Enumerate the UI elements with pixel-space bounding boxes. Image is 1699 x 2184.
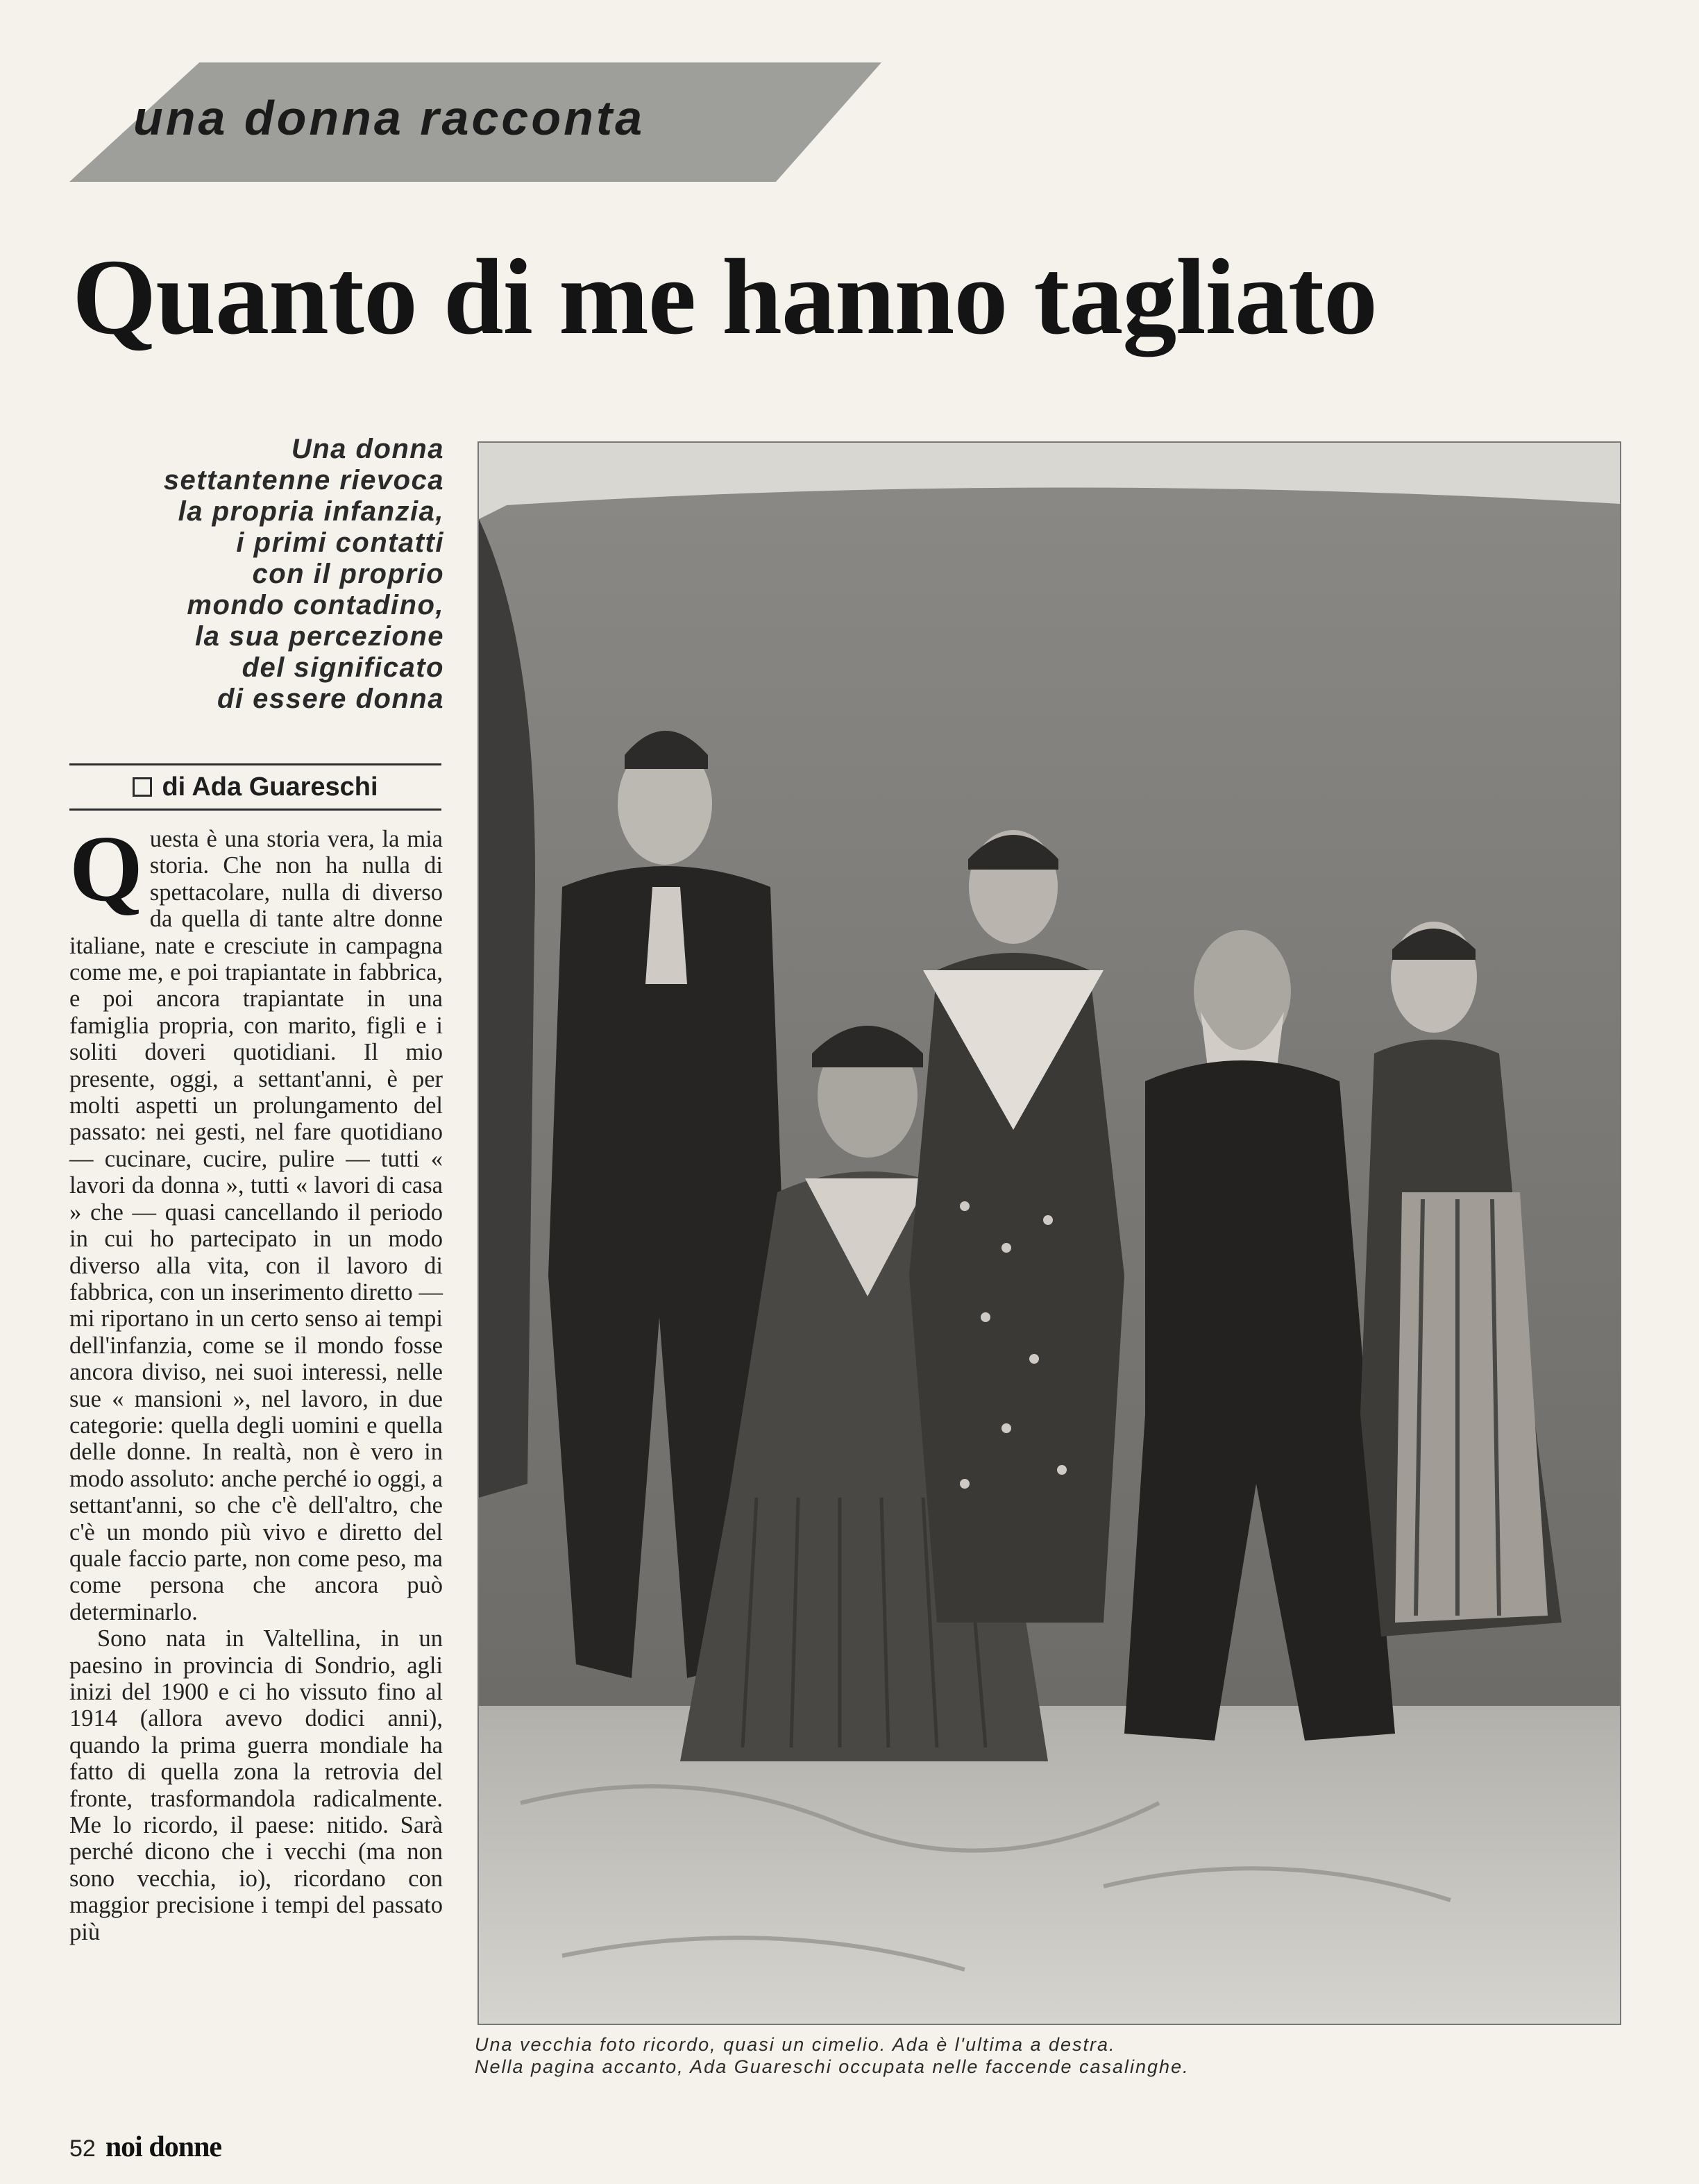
caption-line: Nella pagina accanto, Ada Guareschi occupata nelle faccende casalinghe.: [475, 2056, 1190, 2077]
page-number: 52: [69, 2135, 96, 2162]
deck-line: di essere donna: [217, 684, 444, 714]
drop-cap: Q: [69, 817, 143, 921]
deck-line: la sua percezione: [195, 621, 444, 652]
deck-line: i primi contatti: [236, 527, 444, 558]
deck-line: del significato: [242, 652, 444, 683]
magazine-name: noi donne: [105, 2131, 222, 2163]
byline-author: di Ada Guareschi: [162, 772, 378, 802]
family-photo: [477, 441, 1621, 2025]
byline-square-icon: [133, 777, 152, 797]
deck: [42, 434, 444, 715]
headline: Quanto di me hanno tagliato: [72, 237, 1377, 357]
family-photo-illustration: [479, 443, 1620, 2024]
photo-caption: [475, 2033, 1627, 2078]
page-footer: [69, 2131, 221, 2164]
caption-line: Una vecchia foto ricordo, quasi un cimelio. Ada è l'ultima a destra.: [475, 2034, 1116, 2055]
deck-line: la propria infanzia,: [178, 496, 444, 527]
paragraph-text: uesta è una storia vera, la mia storia. Che non ha nulla di spettacolare, nulla di diverso da quella di tante altre donne italiane, nate e cresciute in campagna come me, e poi trapiantate in fabbrica, e poi ancora trapiantate in una famiglia propria, con marito, figli e i soliti doveri quotidiani. Il mio presente, oggi, a settant'anni, è per molti aspetti un prolungamento del passato: nei gesti, nel fare quotidiano — cucinare, cucire, pulire — tutti « lavori da donna », tutti « lavori di casa » che — quasi cancellando il periodo in cui ho partecipato in un modo diverso alla vita, con il lavoro di fabbrica, con un inserimento diretto — mi riportano in un certo senso ai tempi dell'infanzia, come se il mondo fosse ancora diviso, nei suoi interessi, nelle sue « mansioni », nel lavoro, in due categorie: quella degli uomini e quella delle donne. In realtà, non è vero in modo assoluto: anche perché io oggi, a settant'anni, so che c'è dell'altro, che c'è un mondo più vivo e diretto del quale faccio parte, non come peso, ma come persona che ancora può determinarlo.: [69, 826, 443, 1625]
deck-line: settantenne rievoca: [163, 465, 444, 496]
paragraph: [69, 817, 443, 1625]
byline: [69, 763, 441, 811]
deck-line: mondo contadino,: [187, 590, 444, 620]
article-body: [69, 817, 443, 1945]
paragraph: Sono nata in Valtellina, in un paesino in provincia di Sondrio, agli inizi del 1900 e ci ho vissuto fino al 1914 (allora avevo dodici anni), quando la prima guerra mondiale ha fatto di quella zona la retrovia del fronte, trasformandola radicalmente. Me lo ricordo, il paese: nitido. Sarà perché dicono che i vecchi (ma non sono vecchia, io), ricordano con maggior precisione i tempi del passato più: [69, 1625, 443, 1945]
section-label: una donna racconta: [133, 91, 645, 145]
deck-line: Una donna: [291, 434, 444, 464]
deck-line: con il proprio: [252, 559, 444, 589]
